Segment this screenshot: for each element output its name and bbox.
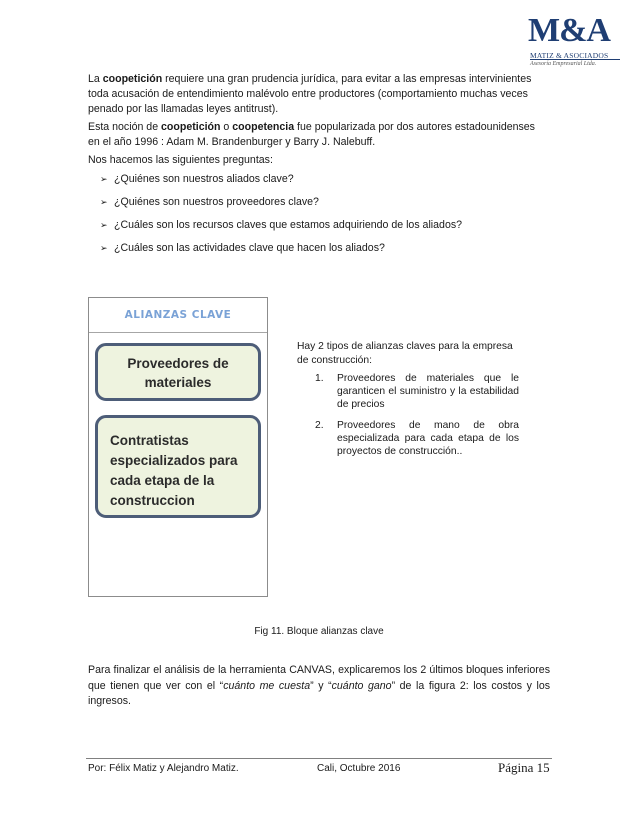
italic-phrase: cuánto me cuesta xyxy=(223,679,311,692)
block-contratistas: Contratistas especializados para cada etapa de la construccion xyxy=(95,415,261,518)
text-run: La xyxy=(88,73,103,85)
paragraph-questions-intro: Nos hacemos las siguientes preguntas: xyxy=(88,154,273,166)
side-intro: Hay 2 tipos de alianzas claves para la empresa de construcción: xyxy=(297,341,513,366)
text-run: fue popularizada por dos autores estadounidenses en el año 1996 : Adam M. Brandenburger y Barry J. Nalebuff. xyxy=(88,121,535,148)
arrow-bullet-icon: ➢ xyxy=(100,220,108,230)
logo-mark: M&A xyxy=(528,12,610,49)
list-number: 1. xyxy=(315,373,324,384)
paragraph-conclusion xyxy=(88,663,550,710)
figure-caption: Fig 11. Bloque alianzas clave xyxy=(254,626,384,637)
text-run: o xyxy=(220,121,233,133)
logo-company-name: MATIZ & ASOCIADOS xyxy=(530,51,609,60)
bold-term: coopetición xyxy=(102,73,163,85)
page-number: Página 15 xyxy=(498,760,550,775)
arrow-bullet-icon: ➢ xyxy=(100,174,108,184)
text-run: Esta noción de xyxy=(88,121,162,133)
text-run: ” y “ xyxy=(310,679,332,692)
list-item xyxy=(100,195,550,218)
text-run: ” de la figura 2: los costos y los ingresos. xyxy=(88,679,551,707)
arrow-bullet-icon: ➢ xyxy=(100,197,108,207)
block-proveedores: Proveedores de materiales xyxy=(95,343,261,401)
list-item-text: ¿Cuáles son las actividades clave que hacen los aliados? xyxy=(114,242,385,254)
list-item-text: ¿Quiénes son nuestros aliados clave? xyxy=(114,173,294,185)
text-run: requiere una gran prudencia jurídica, para evitar a las empresas intervinientes toda acusación de entendimiento malévolo entre productores (comportamiento muchas veces penado por las llamadas leyes antitrust). xyxy=(88,73,532,115)
list-item-text: ¿Cuáles son los recursos claves que estamos adquiriendo de los aliados? xyxy=(114,219,463,231)
list-item-text: Proveedores de materiales que le garanticen el suministro y la estabilidad de precios xyxy=(337,373,519,410)
list-item xyxy=(100,241,550,264)
footer-authors: Por: Félix Matiz y Alejandro Matiz. xyxy=(88,763,239,774)
bold-term: coopetición xyxy=(161,121,221,133)
paragraph-coopeticion xyxy=(88,72,548,117)
list-item xyxy=(315,372,519,411)
list-item xyxy=(100,172,550,195)
list-number: 2. xyxy=(315,420,324,431)
paragraph-authors xyxy=(88,120,548,150)
text-run: Para finalizar el análisis de la herramienta CANVAS, explicaremos los 2 últimos bloques inferiores que tienen que ver con el “ xyxy=(88,664,550,692)
company-logo xyxy=(528,14,624,72)
list-item-text: ¿Quiénes son nuestros proveedores clave? xyxy=(114,196,319,208)
alianzas-clave-figure xyxy=(88,297,268,597)
italic-phrase: cuánto gano xyxy=(331,679,392,692)
list-item xyxy=(315,419,519,458)
logo-tagline: Asesoría Empresarial Ltda. xyxy=(530,61,597,67)
arrow-bullet-icon: ➢ xyxy=(100,243,108,253)
question-list xyxy=(100,172,550,264)
bold-term: coopetencia xyxy=(232,121,295,133)
footer-date: Cali, Octubre 2016 xyxy=(317,763,401,774)
list-item-text: Proveedores de mano de obra especializada para cada etapa de los proyectos de construcción.. xyxy=(337,420,519,457)
figure-header: ALIANZAS CLAVE xyxy=(89,298,267,333)
list-item xyxy=(100,218,550,241)
footer-divider xyxy=(86,758,552,759)
alliance-type-list xyxy=(315,372,519,466)
